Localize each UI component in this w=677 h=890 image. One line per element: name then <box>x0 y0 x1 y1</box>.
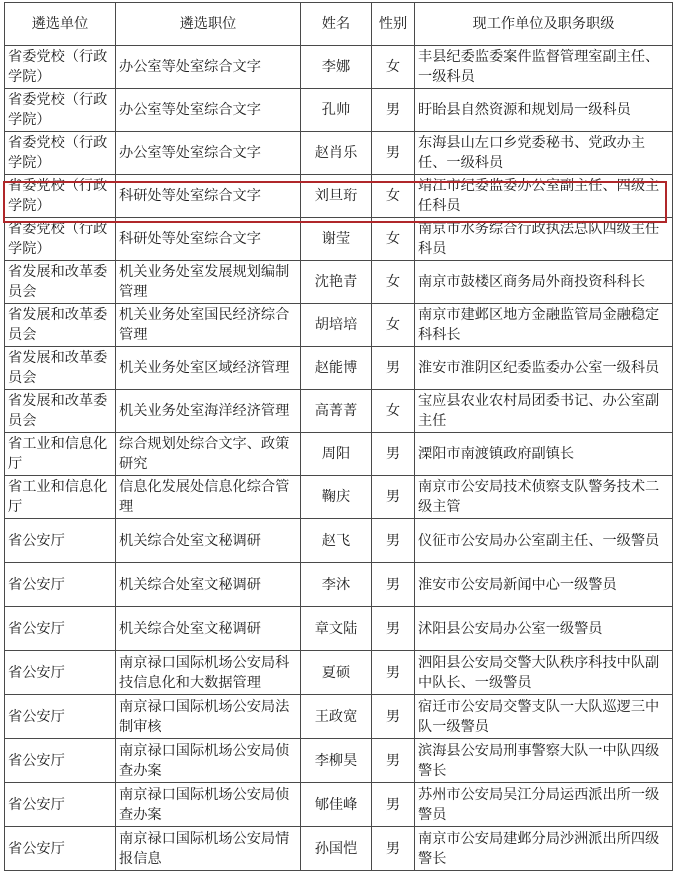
cell-name: 赵飞 <box>301 519 372 563</box>
cell-name: 郇佳峰 <box>301 783 372 827</box>
cell-current-post: 淮安市公安局新闻中心一级警员 <box>415 563 673 607</box>
cell-current-post: 南京市鼓楼区商务局外商投资科科长 <box>415 261 673 304</box>
cell-name: 孙国恺 <box>301 827 372 871</box>
cell-unit: 省发展和改革委员会 <box>5 347 116 390</box>
cell-unit: 省公安厅 <box>5 519 116 563</box>
cell-unit: 省工业和信息化厅 <box>5 476 116 519</box>
cell-position: 南京禄口国际机场公安局侦查办案 <box>116 739 301 783</box>
table-row <box>5 563 673 607</box>
header-unit: 遴选单位 <box>5 3 116 46</box>
cell-position: 科研处等处室综合文字 <box>116 218 301 261</box>
cell-position: 信息化发展处信息化综合管理 <box>116 476 301 519</box>
cell-position: 南京禄口国际机场公安局情报信息 <box>116 827 301 871</box>
table-row <box>5 607 673 651</box>
cell-gender: 女 <box>372 46 415 89</box>
cell-unit: 省公安厅 <box>5 739 116 783</box>
cell-current-post: 南京市公安局建邺分局沙洲派出所四级警长 <box>415 827 673 871</box>
cell-position: 科研处等处室综合文字 <box>116 175 301 218</box>
cell-current-post: 南京市建邺区地方金融监管局金融稳定科科长 <box>415 304 673 347</box>
cell-position: 办公室等处室综合文字 <box>116 132 301 175</box>
table-row <box>5 347 673 390</box>
cell-position: 机关业务处室海洋经济管理 <box>116 390 301 433</box>
cell-gender: 男 <box>372 476 415 519</box>
table-row <box>5 695 673 739</box>
table-row <box>5 827 673 871</box>
cell-name: 鞠庆 <box>301 476 372 519</box>
header-name: 姓名 <box>301 3 372 46</box>
cell-name: 赵能博 <box>301 347 372 390</box>
cell-gender: 男 <box>372 132 415 175</box>
table-row <box>5 390 673 433</box>
cell-gender: 男 <box>372 347 415 390</box>
cell-current-post: 南京市水务综合行政执法总队四级主任科员 <box>415 218 673 261</box>
cell-unit: 省发展和改革委员会 <box>5 261 116 304</box>
cell-gender: 男 <box>372 563 415 607</box>
cell-current-post: 沭阳县公安局办公室一级警员 <box>415 607 673 651</box>
table-row <box>5 218 673 261</box>
cell-current-post: 盱眙县自然资源和规划局一级科员 <box>415 89 673 132</box>
cell-position: 机关业务处室国民经济综合管理 <box>116 304 301 347</box>
cell-unit: 省公安厅 <box>5 827 116 871</box>
table-row <box>5 651 673 695</box>
cell-name: 刘旦珩 <box>301 175 372 218</box>
cell-gender: 男 <box>372 827 415 871</box>
cell-position: 机关综合处室文秘调研 <box>116 607 301 651</box>
cell-gender: 女 <box>372 261 415 304</box>
cell-position: 办公室等处室综合文字 <box>116 89 301 132</box>
cell-current-post: 南京市公安局技术侦察支队警务技术二级主管 <box>415 476 673 519</box>
cell-gender: 男 <box>372 651 415 695</box>
cell-name: 赵肖乐 <box>301 132 372 175</box>
cell-unit: 省发展和改革委员会 <box>5 390 116 433</box>
cell-gender: 男 <box>372 433 415 476</box>
cell-current-post: 宿迁市公安局交警支队一大队巡逻三中队一级警员 <box>415 695 673 739</box>
cell-unit: 省委党校（行政学院） <box>5 89 116 132</box>
cell-gender: 女 <box>372 304 415 347</box>
cell-position: 机关综合处室文秘调研 <box>116 519 301 563</box>
table-row <box>5 739 673 783</box>
cell-gender: 男 <box>372 519 415 563</box>
cell-gender: 女 <box>372 218 415 261</box>
cell-unit: 省公安厅 <box>5 563 116 607</box>
table-row <box>5 89 673 132</box>
table-row <box>5 476 673 519</box>
cell-position: 机关业务处室区域经济管理 <box>116 347 301 390</box>
cell-gender: 男 <box>372 739 415 783</box>
cell-current-post: 宝应县农业农村局团委书记、办公室副主任 <box>415 390 673 433</box>
cell-unit: 省公安厅 <box>5 695 116 739</box>
table-row <box>5 46 673 89</box>
table-row <box>5 433 673 476</box>
table-row <box>5 519 673 563</box>
cell-unit: 省公安厅 <box>5 651 116 695</box>
cell-unit: 省公安厅 <box>5 607 116 651</box>
cell-name: 李沐 <box>301 563 372 607</box>
cell-gender: 男 <box>372 607 415 651</box>
cell-current-post: 泗阳县公安局交警大队秩序科技中队副中队长、一级警员 <box>415 651 673 695</box>
cell-current-post: 靖江市纪委监委办公室副主任、四级主任科员 <box>415 175 673 218</box>
cell-unit: 省发展和改革委员会 <box>5 304 116 347</box>
header-current-post: 现工作单位及职务职级 <box>415 3 673 46</box>
cell-unit: 省委党校（行政学院） <box>5 46 116 89</box>
cell-name: 谢莹 <box>301 218 372 261</box>
cell-gender: 男 <box>372 783 415 827</box>
cell-name: 胡培培 <box>301 304 372 347</box>
cell-name: 沈艳青 <box>301 261 372 304</box>
table-row <box>5 132 673 175</box>
cell-position: 办公室等处室综合文字 <box>116 46 301 89</box>
table-row <box>5 304 673 347</box>
cell-unit: 省公安厅 <box>5 783 116 827</box>
cell-name: 周阳 <box>301 433 372 476</box>
cell-current-post: 淮安市淮阴区纪委监委办公室一级科员 <box>415 347 673 390</box>
cell-current-post: 丰县纪委监委案件监督管理室副主任、一级科员 <box>415 46 673 89</box>
cell-position: 机关业务处室发展规划编制管理 <box>116 261 301 304</box>
table-body <box>5 46 673 871</box>
cell-gender: 男 <box>372 89 415 132</box>
cell-name: 李娜 <box>301 46 372 89</box>
header-gender: 性别 <box>372 3 415 46</box>
table-header-row <box>5 3 673 46</box>
cell-name: 王政宽 <box>301 695 372 739</box>
cell-current-post: 仪征市公安局办公室副主任、一级警员 <box>415 519 673 563</box>
cell-name: 李柳昊 <box>301 739 372 783</box>
cell-current-post: 滨海县公安局刑事警察大队一中队四级警长 <box>415 739 673 783</box>
cell-position: 机关综合处室文秘调研 <box>116 563 301 607</box>
cell-position: 南京禄口国际机场公安局法制审核 <box>116 695 301 739</box>
cell-unit: 省委党校（行政学院） <box>5 132 116 175</box>
cell-current-post: 溧阳市南渡镇政府副镇长 <box>415 433 673 476</box>
cell-unit: 省工业和信息化厅 <box>5 433 116 476</box>
candidate-table <box>4 2 673 871</box>
table-row <box>5 783 673 827</box>
cell-current-post: 东海县山左口乡党委秘书、党政办主任、一级科员 <box>415 132 673 175</box>
cell-gender: 男 <box>372 695 415 739</box>
table-row-highlighted <box>5 175 673 218</box>
cell-name: 高菁菁 <box>301 390 372 433</box>
cell-position: 综合规划处综合文字、政策研究 <box>116 433 301 476</box>
cell-current-post: 苏州市公安局吴江分局运西派出所一级警员 <box>415 783 673 827</box>
cell-gender: 女 <box>372 175 415 218</box>
cell-unit: 省委党校（行政学院） <box>5 218 116 261</box>
cell-position: 南京禄口国际机场公安局科技信息化和大数据管理 <box>116 651 301 695</box>
cell-name: 孔帅 <box>301 89 372 132</box>
cell-gender: 女 <box>372 390 415 433</box>
cell-unit: 省委党校（行政学院） <box>5 175 116 218</box>
table-row <box>5 261 673 304</box>
cell-position: 南京禄口国际机场公安局侦查办案 <box>116 783 301 827</box>
cell-name: 夏硕 <box>301 651 372 695</box>
header-position: 遴选职位 <box>116 3 301 46</box>
cell-name: 章文陆 <box>301 607 372 651</box>
